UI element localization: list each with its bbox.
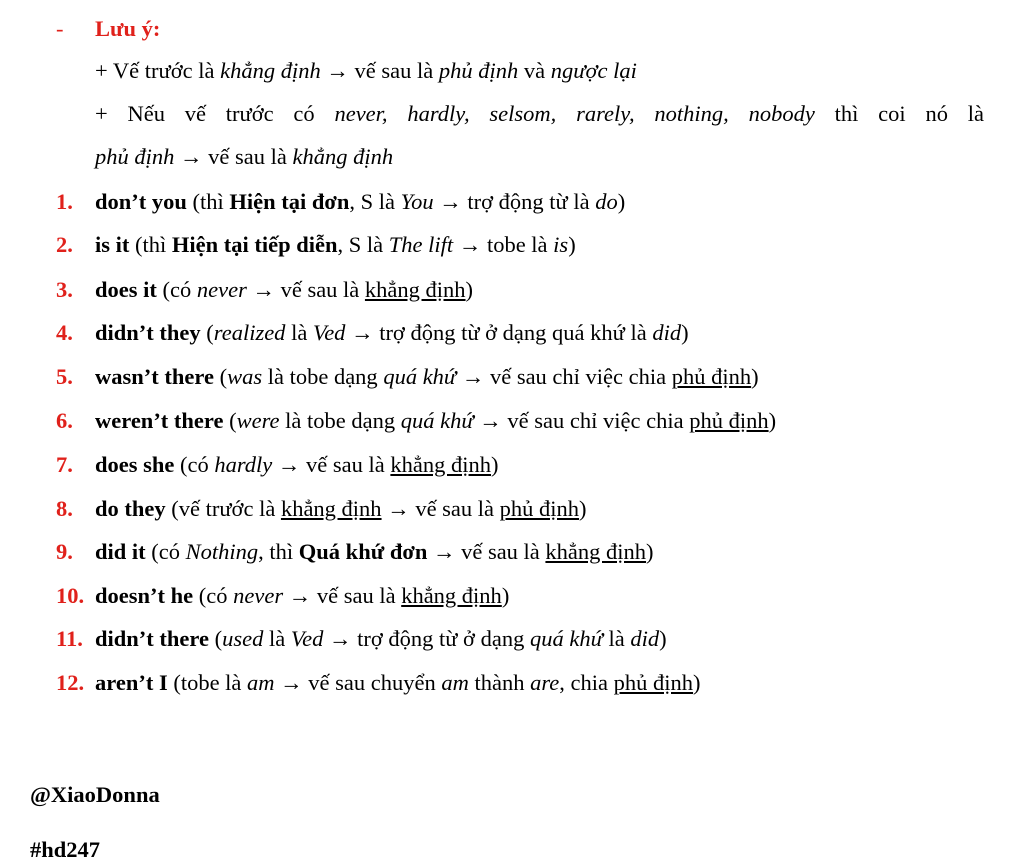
answer-2	[95, 230, 576, 260]
answer-11	[95, 624, 667, 654]
rule-text: → vế sau là	[174, 144, 293, 169]
author-signature: @XiaoDonna	[30, 782, 160, 807]
answer-term: Quá khứ đơn	[298, 539, 428, 564]
answer-text: (tobe là	[167, 670, 248, 695]
answer-term: am	[247, 670, 275, 695]
answer-term: You	[400, 189, 434, 214]
answer-text: → vế sau là	[283, 583, 402, 608]
answer-term: are	[530, 670, 560, 695]
answer-text: (có	[193, 583, 234, 608]
rule-text: → vế sau là	[320, 58, 439, 83]
answer-term: phủ định	[671, 364, 752, 389]
answer-text: là	[602, 626, 631, 651]
answer-text: là tobe dạng	[262, 364, 384, 389]
rule-text: và	[518, 58, 551, 83]
answer-text: → vế sau là	[246, 277, 365, 302]
answer-text: là	[263, 626, 291, 651]
answer-5	[95, 362, 759, 392]
answer-term: phủ định	[689, 408, 769, 433]
note-rule-1	[95, 56, 637, 86]
answer-number: 2.	[56, 232, 73, 257]
answer-tag: didn’t there	[95, 626, 209, 651]
answer-text: (	[223, 408, 237, 433]
answer-text: (thì	[129, 232, 172, 257]
answer-term: khẳng định	[545, 539, 647, 564]
rule-text: + Vế trước là	[95, 58, 221, 83]
answer-term: khẳng định	[401, 583, 502, 608]
answer-text: (	[200, 320, 214, 345]
answer-8	[95, 494, 587, 524]
answer-term: quá khứ	[400, 408, 474, 433]
answer-text: → vế sau là	[427, 539, 546, 564]
answer-term: used	[222, 626, 264, 651]
answer-text: , S là	[337, 232, 389, 257]
answer-text: → vế sau chuyển	[274, 670, 442, 695]
answer-number: 7.	[56, 452, 73, 477]
answer-term: khẳng định	[390, 452, 492, 477]
rule-term: ngược lại	[550, 58, 637, 83]
answer-text: )	[659, 626, 667, 651]
answer-text: )	[501, 583, 510, 608]
answer-text: (	[208, 626, 223, 651]
answer-term: were	[236, 408, 280, 433]
answer-12	[95, 668, 701, 698]
answer-text: (có	[174, 452, 215, 477]
answer-term: hardly	[214, 452, 273, 477]
answer-term: quá khứ	[383, 364, 457, 389]
answer-tag: don’t you	[95, 189, 187, 214]
answer-term: Ved	[290, 626, 324, 651]
answer-10	[95, 581, 509, 611]
rule-term: never, hardly, selsom, rarely, nothing, nobody	[334, 101, 815, 126]
answer-text: (vế trước là	[165, 496, 281, 521]
answer-text: , S là	[349, 189, 401, 214]
answer-number: 5.	[56, 364, 73, 389]
answer-tag: weren’t there	[95, 408, 224, 433]
answer-text: )	[768, 408, 777, 433]
answer-text: )	[751, 364, 759, 389]
rule-text: thì coi nó là	[814, 101, 984, 126]
answer-text: , thì	[258, 539, 299, 564]
answer-text: → vế sau chỉ việc chia	[473, 408, 690, 433]
answer-tag: aren’t I	[95, 670, 168, 695]
answer-number: 6.	[56, 408, 73, 433]
answer-text: là	[285, 320, 313, 345]
answer-7	[95, 450, 499, 480]
rule-term: khẳng định	[292, 144, 394, 169]
answer-term: did	[630, 626, 660, 651]
answer-number: 10.	[56, 583, 85, 608]
answer-term: Nothing	[185, 539, 259, 564]
answer-text: → vế sau là	[381, 496, 500, 521]
answer-text: → trợ động từ ở dạng	[323, 626, 530, 651]
answer-text: (có	[156, 277, 197, 302]
answer-text: )	[579, 496, 587, 521]
answer-term: did	[652, 320, 682, 345]
answer-term: never	[233, 583, 284, 608]
answer-term: khẳng định	[364, 277, 466, 302]
answer-tag: wasn’t there	[95, 364, 214, 389]
answer-term: phủ định	[499, 496, 580, 521]
rule-term: khẳng định	[220, 58, 321, 83]
hashtag: #hd247	[30, 837, 101, 862]
note-title: Lưu ý:	[95, 16, 161, 41]
answer-term: The lift	[388, 232, 454, 257]
answer-text: )	[693, 670, 701, 695]
answer-text: (	[213, 364, 228, 389]
answer-text: là tobe dạng	[279, 408, 401, 433]
rule-text: + Nếu vế trước có	[95, 101, 335, 126]
answer-tag: did it	[95, 539, 146, 564]
answer-tag: does she	[95, 452, 175, 477]
answer-term: khẳng định	[280, 496, 382, 521]
answer-term: do	[595, 189, 618, 214]
answer-number: 12.	[56, 670, 85, 695]
answer-text: (có	[145, 539, 186, 564]
answer-tag: didn’t they	[95, 320, 201, 345]
answer-number: 9.	[56, 539, 73, 564]
rule-term: phủ định	[438, 58, 519, 83]
answer-term: Hiện tại tiếp diễn	[171, 232, 338, 257]
answer-text: )	[681, 320, 689, 345]
answer-term: realized	[213, 320, 286, 345]
note-rule-2-cont	[95, 142, 393, 172]
answer-6	[95, 406, 776, 436]
answer-term: Ved	[312, 320, 346, 345]
answer-text: (thì	[186, 189, 230, 214]
answer-term: never	[196, 277, 247, 302]
note-bullet: -	[56, 16, 64, 41]
answer-tag: does it	[95, 277, 157, 302]
answer-text: → vế sau chỉ việc chia	[456, 364, 672, 389]
answer-tag: doesn’t he	[95, 583, 194, 608]
answer-text: )	[491, 452, 499, 477]
answer-number: 8.	[56, 496, 73, 521]
rule-term: phủ định	[95, 144, 175, 169]
answer-text: → trợ động từ ở dạng quá khứ là	[345, 320, 653, 345]
answer-term: is	[553, 232, 569, 257]
answer-tag: do they	[95, 496, 166, 521]
answer-3	[95, 275, 473, 305]
answer-number: 3.	[56, 277, 73, 302]
answer-text: thành	[468, 670, 531, 695]
answer-term: was	[227, 364, 263, 389]
answer-number: 4.	[56, 320, 73, 345]
answer-4	[95, 318, 689, 348]
answer-text: → tobe là	[453, 232, 554, 257]
answer-text: )	[646, 539, 654, 564]
answer-text: , chia	[559, 670, 614, 695]
answer-term: quá khứ	[529, 626, 603, 651]
answer-text: → vế sau là	[272, 452, 391, 477]
answer-term: Hiện tại đơn	[229, 189, 350, 214]
answer-text: → trợ động từ là	[433, 189, 596, 214]
answer-text: )	[568, 232, 576, 257]
answer-text: )	[465, 277, 474, 302]
answer-number: 11.	[56, 626, 83, 651]
answer-tag: is it	[95, 232, 130, 257]
answer-number: 1.	[56, 189, 73, 214]
answer-1	[95, 187, 625, 217]
note-rule-2	[95, 99, 984, 129]
answer-text: )	[617, 189, 626, 214]
answer-term: am	[441, 670, 469, 695]
answer-9	[95, 537, 654, 567]
answer-term: phủ định	[613, 670, 694, 695]
